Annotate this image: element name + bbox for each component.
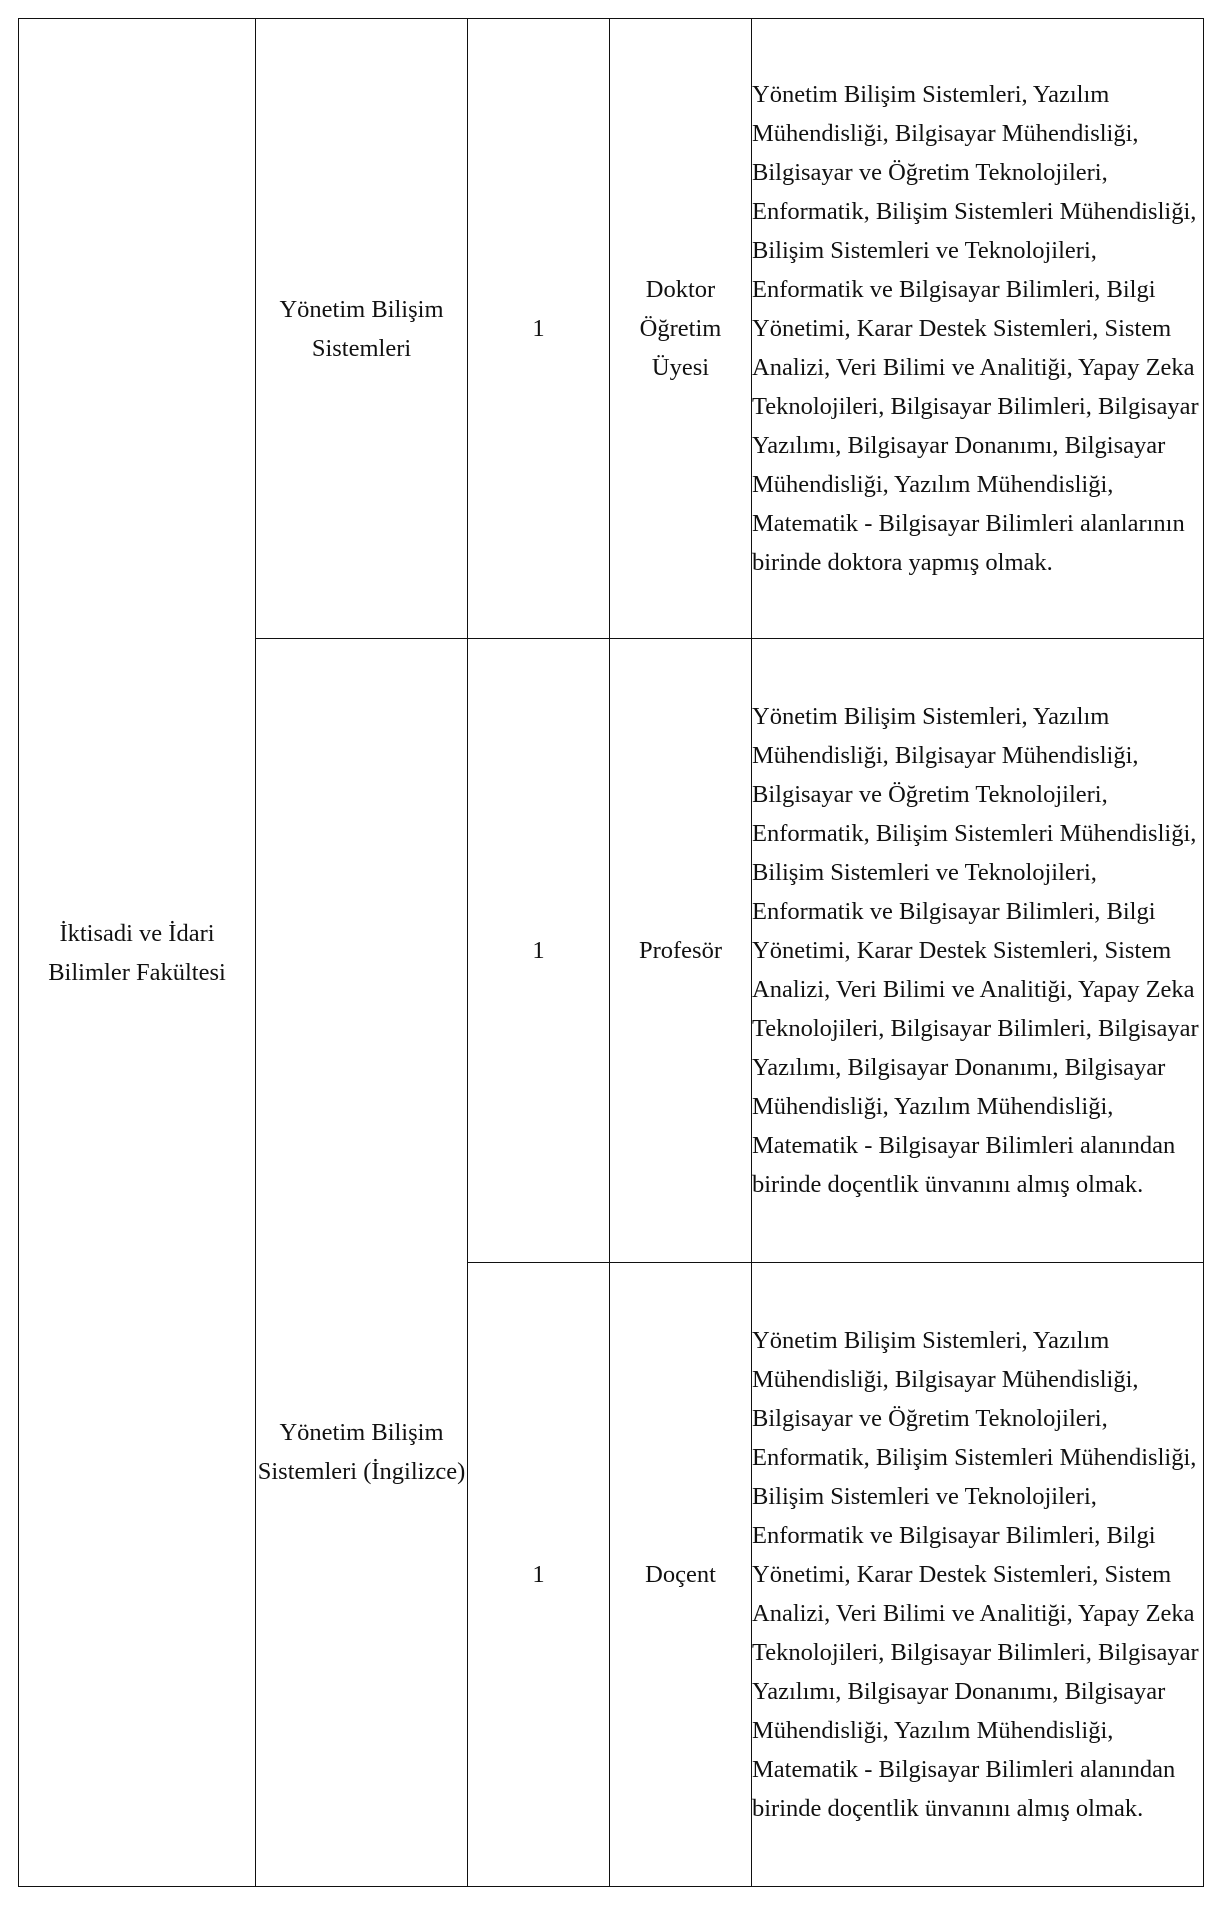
position-count-cell [468, 1263, 610, 1887]
position-title: Doçent [645, 1561, 716, 1588]
faculty-name: İktisadi ve İdari Bilimler Fakültesi [48, 919, 226, 986]
position-requirements: Yönetim Bilişim Sistemleri, Yazılım Mühendisliği, Bilgisayar Mühendisliği, Bilgisayar ve Öğretim Teknolojileri, Enformatik, Bilişim Sistemleri Mühendisliği, Bilişim Sistemleri ve Teknolojileri, Enformatik ve Bilgisayar Bilimleri, Bilgi Yönetimi, Karar Destek Sistemleri, Sistem Analizi, Veri Bilimi ve Analitiği, Yapay Zeka Teknolojileri, Bilgisayar Bilimleri, Bilgisayar Yazılımı, Bilgisayar Donanımı, Bilgisayar Mühendisliği, Yazılım Mühendisliği, Matematik - Bilgisayar Bilimleri alanından birinde doçentlik ünvanını almış olmak. [752, 703, 1199, 1198]
position-title: Doktor Öğretim Üyesi [639, 276, 722, 381]
position-count-cell [468, 19, 610, 639]
table-row [19, 19, 1204, 639]
department-cell [256, 639, 468, 1887]
position-count: 1 [532, 937, 545, 964]
position-title-cell [610, 1263, 752, 1887]
position-requirements: Yönetim Bilişim Sistemleri, Yazılım Mühendisliği, Bilgisayar Mühendisliği, Bilgisayar ve Öğretim Teknolojileri, Enformatik, Bilişim Sistemleri Mühendisliği, Bilişim Sistemleri ve Teknolojileri, Enformatik ve Bilgisayar Bilimleri, Bilgi Yönetimi, Karar Destek Sistemleri, Sistem Analizi, Veri Bilimi ve Analitiği, Yapay Zeka Teknolojileri, Bilgisayar Bilimleri, Bilgisayar Yazılımı, Bilgisayar Donanımı, Bilgisayar Mühendisliği, Yazılım Mühendisliği, Matematik - Bilgisayar Bilimleri alanından birinde doçentlik ünvanını almış olmak. [752, 1327, 1199, 1822]
position-title-cell [610, 19, 752, 639]
position-title-cell [610, 639, 752, 1263]
requirements-cell [752, 19, 1204, 639]
positions-table [18, 18, 1204, 1887]
faculty-cell [19, 19, 256, 1887]
position-count: 1 [532, 315, 545, 342]
position-title: Profesör [638, 937, 722, 964]
department-cell [256, 19, 468, 639]
department-name: Yönetim Bilişim Sistemleri [279, 295, 444, 362]
position-count: 1 [532, 1561, 545, 1588]
department-name: Yönetim Bilişim Sistemleri (İngilizce) [257, 1419, 466, 1485]
requirements-cell [752, 1263, 1204, 1887]
position-requirements: Yönetim Bilişim Sistemleri, Yazılım Mühendisliği, Bilgisayar Mühendisliği, Bilgisayar ve Öğretim Teknolojileri, Enformatik, Bilişim Sistemleri Mühendisliği, Bilişim Sistemleri ve Teknolojileri, Enformatik ve Bilgisayar Bilimleri, Bilgi Yönetimi, Karar Destek Sistemleri, Sistem Analizi, Veri Bilimi ve Analitiği, Yapay Zeka Teknolojileri, Bilgisayar Bilimleri, Bilgisayar Yazılımı, Bilgisayar Donanımı, Bilgisayar Mühendisliği, Yazılım Mühendisliği, Matematik - Bilgisayar Bilimleri alanlarının birinde doktora yapmış olmak. [752, 81, 1199, 576]
position-count-cell [468, 639, 610, 1263]
requirements-cell [752, 639, 1204, 1263]
